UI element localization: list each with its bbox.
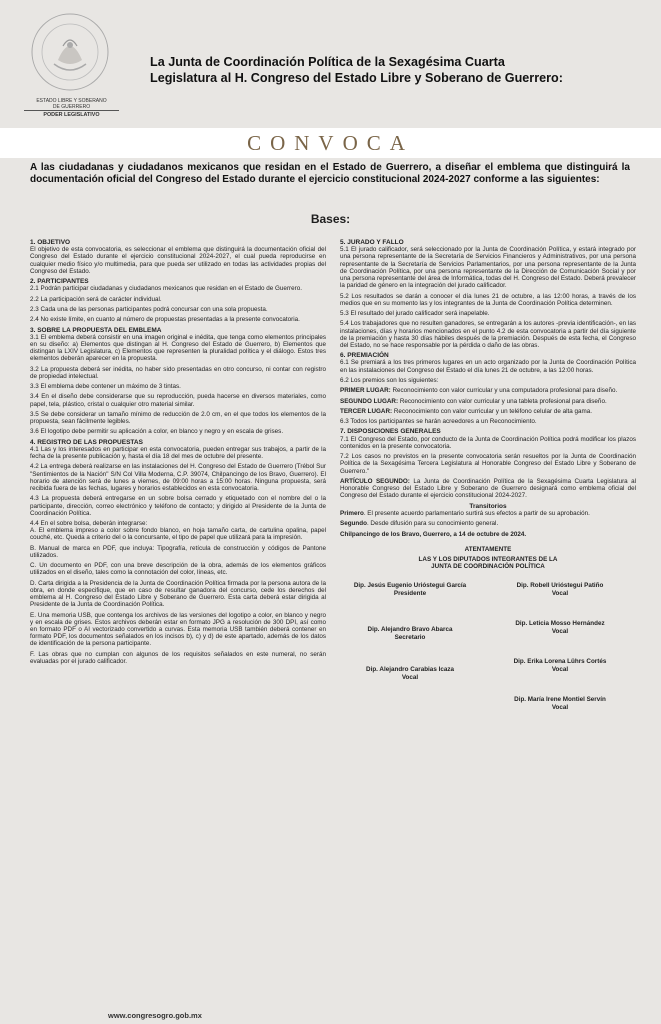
paragraph: 5.1 El jurado calificador, será seleccionado por la Junta de Coordinación Política, y estará integrado por una persona representante de la Secretaría de Servicios Financieros y Administrativos, por una persona representante de la Secretaría de Servicios Parlamentarios, por una persona representante de la Junta de Coordinación Política, por una persona representante de la Dirección de Comunicación Social y por una persona representante del área de Informática, todas del H. Congreso del Estado. Deberá prevalecer la paridad de género en la integración del jurado calificador. xyxy=(340,246,636,290)
paragraph: 5.4 Los trabajadores que no resulten ganadores, se entregarán a los autores -previa identificación-, en las instalaciones, días y horarios mencionados en el punto 4.2 de esta convocatoria a partir del día siguiente de la premiación y hasta 30 días hábiles después de la premiación. Después de esta fecha, el Congreso del Estado, no se hace responsable por la pérdida o daño de las obras. xyxy=(340,320,636,349)
transitorios-title: Transitorios xyxy=(469,502,507,510)
signatures-block xyxy=(340,574,636,744)
convoca-banner: CONVOCA xyxy=(0,128,661,158)
paragraph: 4.2 La entrega deberá realizarse en las instalaciones del H. Congreso del Estado de Guerrero (Trébol Sur "Sentimientos de la Nación" S/N Col Villa Moderna, C.P. 39074, Chilpancingo de los Bravo, Guerrero). El horario de atención será de lunes a viernes, de 09:00 horas a 15:00 horas. Ninguna propuesta, será recibida fuera de las fechas, lugares y horarios establecidos en esta convocatoria. xyxy=(30,463,326,493)
signatory: Dip. Alejandro Carabias Icaza Vocal xyxy=(366,666,454,682)
atentamente: ATENTAMENTE xyxy=(464,546,512,554)
paragraph: 3.2 La propuesta deberá ser inédita, no haber sido presentadas en otro concurso, ni contar con registro de propiedad intelectual. xyxy=(30,365,326,380)
section-heading: 3. SOBRE LA PROPUESTA DEL EMBLEMA xyxy=(30,326,162,334)
paragraph: 3.1 El emblema deberá consistir en una imagen original e inédita, que tenga como elementos principales en su diseño: a) Elementos que distingan al H. Congreso del Estado de Guerrero, b) Elementos que distingan la LXIV Legislatura, c) Elementos que representen la pluralidad política y el diálogo. Estos tres elementos deberán aparecer en la propuesta. xyxy=(30,333,326,363)
place-date: Chilpancingo de los Bravo, Guerrero, a 14 de octubre de 2024. xyxy=(340,531,527,539)
paragraph: 6.3 Todos los participantes se harán acreedores a un Reconocimiento. xyxy=(340,418,537,426)
signatory: Dip. María Irene Montiel Servín Vocal xyxy=(514,696,606,712)
section-heading: 5. JURADO Y FALLO xyxy=(340,239,404,246)
paragraph: B. Manual de marca en PDF, que incluya: Tipografía, retícula de construcción y códigos de Pantone utilizados. xyxy=(30,544,326,559)
paragraph: A. El emblema impreso a color sobre fondo blanco, en hoja tamaño carta, de cartulina opalina, papel couché, etc. Queda a criterio del o la concursante, el tipo de papel que utilizará para la impresión. xyxy=(30,527,326,542)
signatory: Dip. Alejandro Bravo Abarca Secretario xyxy=(367,626,453,642)
bases-title: Bases: xyxy=(310,212,351,226)
signatory: Dip. Leticia Mosso Hernández Vocal xyxy=(515,620,605,636)
article-second: ARTÍCULO SEGUNDO: La Junta de Coordinación Política de la Sexagésima Cuarta Legislatura al Honorable Congreso del Estado Libre y Soberano de Guerrero designará como emblema oficial del Congreso del Estado durante el ejercicio constitucional 2024-2027. xyxy=(340,477,636,500)
paragraph: 2.4 No existe límite, en cuanto al número de propuestas presentadas a la presente convocatoria. xyxy=(30,316,300,324)
section-heading: 7. DISPOSICIONES GENERALES xyxy=(340,428,441,436)
section-heading: 6. PREMIACIÓN xyxy=(340,352,389,360)
paragraph: El objetivo de esta convocatoria, es seleccionar el emblema que distinguirá la documentación oficial del Congreso del Estado durante el ejercicio constitucional 2024-2027, el cual pueda reproducirse en cualquier medio físico y/o multimedia, para que pueda ser utilizado en todas las actividades propias del Congreso del Estado. xyxy=(30,246,326,275)
paragraph: 4.3 La propuesta deberá entregarse en un sobre bolsa cerrado y etiquetado con el nombre del o la participante, dirección, correo electrónico y teléfono de contacto; y dirigido al Presidente de la Junta de Coordinación Política. xyxy=(30,495,326,517)
footer-website-link[interactable]: www.congresogro.gob.mx xyxy=(108,1011,202,1020)
paragraph: 3.6 El logotipo debe permitir su aplicación a color, en blanco y negro y en escala de grises. xyxy=(30,428,284,436)
paragraph: 7.2 Los casos no previstos en la presente convocatoria serán resueltos por la Junta de Coordinación Política de la Sexagésima Tercera Legislatura al Honorable Congreso del Estado Libre y Soberano de Guerrero." xyxy=(340,453,636,475)
paragraph: 3.3 El emblema debe contener un máximo de 3 tintas. xyxy=(30,383,181,391)
paragraph: 5.3 El resultado del jurado calificador será inapelable. xyxy=(340,310,490,318)
section-heading: 2. PARTICIPANTES xyxy=(30,278,89,286)
signatories-heading: LAS Y LOS DIPUTADOS INTEGRANTES DE LA JUNTA DE COORDINACIÓN POLÍTICA xyxy=(418,555,558,570)
paragraph: 3.4 En el diseño debe considerarse que su reproducción, pueda hacerse en diversos materiales, como papel, tela, plástico, cristal o cualquier otro material similar. xyxy=(30,393,326,408)
paragraph: 7.1 El Congreso del Estado, por conducto de la Junta de Coordinación Política podrá modificar los plazos contenidos en la presente convocatoria. xyxy=(340,435,636,450)
paragraph: 2.1 Podrán participar ciudadanas y ciudadanos mexicanos que residan en el Estado de Guerrero. xyxy=(30,285,302,293)
prize-first: PRIMER LUGAR: Reconocimiento con valor curricular y una computadora profesional para diseño. xyxy=(340,387,618,395)
paragraph: 4.4 En el sobre bolsa, deberán integrarse: xyxy=(30,520,148,528)
prize-second: SEGUNDO LUGAR: Reconocimiento con valor curricular y una tableta profesional para diseño. xyxy=(340,397,607,405)
paragraph: E. Una memoria USB, que contenga los archivos de las versiones del logotipo a color, en blanco y negro y en escala de grises. Estos archivos deberán estar en formato JPG a resolución de 300 DPI, así como en formato PDF o AI vectorizado convertido a curvas. Esta memoria USB también deberá contener en formato PDF, los documentos señalados en los incisos b), c) y d) de este apartado, además de los datos de identificación de la persona participante. xyxy=(30,611,326,648)
right-column xyxy=(340,237,636,744)
paragraph: D. Carta dirigida a la Presidencia de la Junta de Coordinación Política firmada por la persona autora de la obra, en donde especifique, que en caso de resultar ganadora del concurso, cede los derechos del emblema al H. Congreso del Estado Libre y Soberano de Guerrero. Esta carta deberá estar dirigida al Presidente de la Junta de Coordinación Política. xyxy=(30,579,326,609)
section-heading: 4. REGISTRO DE LAS PROPUESTAS xyxy=(30,438,143,446)
paragraph: 2.3 Cada una de las personas participantes podrá concursar con una sola propuesta. xyxy=(30,305,268,313)
legislative-branch-label: PODER LEGISLATIVO xyxy=(24,110,119,118)
header-title: La Junta de Coordinación Política de la Sexagésima Cuarta Legislatura al H. Congreso del Estado Libre y Soberano de Guerrero: xyxy=(150,55,563,85)
paragraph: 5.2 Los resultados se darán a conocer el día lunes 21 de octubre, a las 12:00 horas, a través de los medios que en su momento las y los integrantes de la Junta de Coordinación Política determinen. xyxy=(340,292,636,307)
state-name: ESTADO LIBRE Y SOBERANO DE GUERRERO xyxy=(36,98,107,110)
paragraph: 6.2 Los premios son los siguientes: xyxy=(340,376,439,384)
paragraph: 2.2 La participación será de carácter individual. xyxy=(30,295,162,303)
signatory: Dip. Jesús Eugenio Urióstegui García Presidente xyxy=(353,582,467,598)
coat-of-arms-seal-icon xyxy=(30,12,110,92)
paragraph: C. Un documento en PDF, con una breve descripción de la obra, además de los elementos gráficos utilizados en el diseño, tales como la connotación del color, líneas, etc. xyxy=(30,562,326,577)
document-header xyxy=(0,0,661,128)
paragraph: 6.1 Se premiará a los tres primeros lugares en un acto organizado por la Junta de Coordinación Política en las instalaciones del Congreso del Estado el día lunes 21 de octubre, a las 12:00 horas. xyxy=(340,359,636,374)
paragraph: F. Las obras que no cumplan con algunos de los requisitos señalados en este numeral, no serán evaluadas por el jurado calificador. xyxy=(30,650,326,665)
left-column xyxy=(30,237,326,668)
prize-third: TERCER LUGAR: Reconocimiento con valor curricular y un teléfono celular de alta gama. xyxy=(340,407,592,415)
signatory: Dip. Erika Lorena Lührs Cortés Vocal xyxy=(513,658,607,674)
paragraph: 4.1 Las y los interesados en participar en esta convocatoria, pueden entregar sus trabajos, a partir de la fecha de la presente publicación y, hasta el día 18 del mes de octubre del presente. xyxy=(30,445,326,461)
paragraph: 3.5 Se debe considerar un tamaño mínimo de reducción de 2.0 cm, en el que todos los elementos de la propuesta, sean fácilmente legibles. xyxy=(30,410,326,426)
section-heading: 1. OBJETIVO xyxy=(30,239,71,246)
transitorio-second: Segundo. Desde difusión para su conocimiento general. xyxy=(340,520,499,528)
signatory: Dip. Robell Urióstegui Patiño Vocal xyxy=(516,582,604,598)
transitorio-first: Primero. El presente acuerdo parlamentario surtirá sus efectos a partir de su aprobación. xyxy=(340,509,590,517)
intro-paragraph: A las ciudadanas y ciudadanos mexicanos que residan en el Estado de Guerrero, a diseñar el emblema que distinguirá la documentación oficial del Congreso del Estado durante el ejercicio constitucional 2024-2027 conforme a las siguientes: xyxy=(30,162,630,185)
